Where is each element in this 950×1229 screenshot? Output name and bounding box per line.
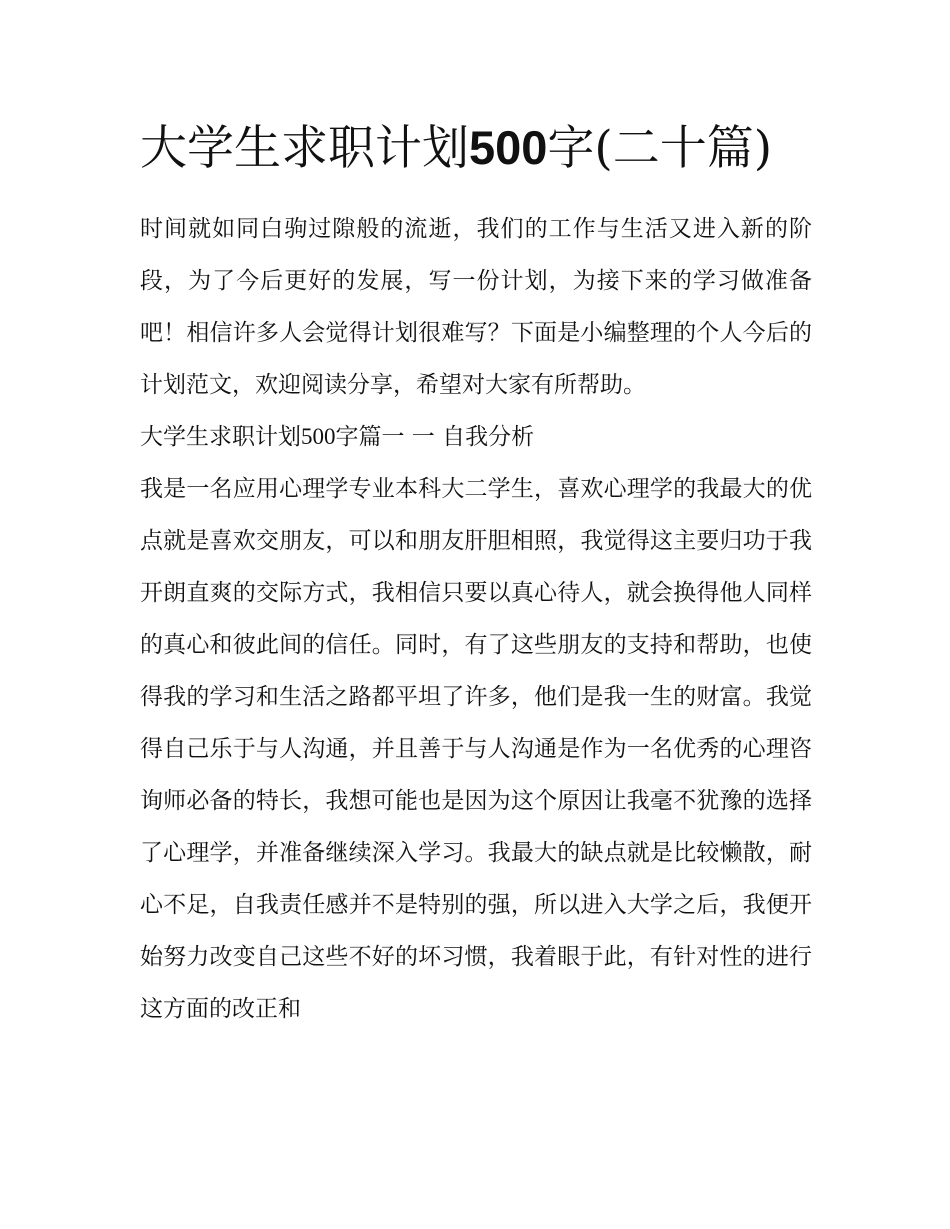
section-heading	[140, 411, 812, 463]
document-content	[140, 112, 812, 1035]
title-number: 500	[469, 121, 548, 174]
title-text-end: 字(二十篇)	[547, 121, 773, 176]
title-text-start: 大学生求职计划	[140, 121, 469, 176]
document-title	[140, 112, 812, 185]
section-heading-start: 大学生求职计划	[140, 424, 301, 450]
section-heading-end: 字篇一 一 自我分析	[335, 424, 535, 450]
intro-paragraph: 时间就如同白驹过隙般的流逝，我们的工作与生活又进入新的阶段，为了今后更好的发展，写一份计划，为接下来的学习做准备吧！相信许多人会觉得计划很难写？下面是小编整理的个人今后的计划范文，欢迎阅读分享，希望对大家有所帮助。	[140, 216, 812, 398]
body-paragraph: 我是一名应用心理学专业本科大二学生，喜欢心理学的我最大的优点就是喜欢交朋友，可以和朋友肝胆相照，我觉得这主要归功于我开朗直爽的交际方式，我相信只要以真心待人，就会换得他人同样的真心和彼此间的信任。同时，有了这些朋友的支持和帮助，也使得我的学习和生活之路都平坦了许多，他们是我一生的财富。我觉得自己乐于与人沟通，并且善于与人沟通是作为一名优秀的心理咨询师必备的特长，我想可能也是因为这个原因让我毫不犹豫的选择了心理学，并准备继续深入学习。我最大的缺点就是比较懒散，耐心不足，自我责任感并不是特别的强，所以进入大学之后，我便开始努力改变自己这些不好的坏习惯，我着眼于此，有针对性的进行这方面的改正和	[140, 476, 812, 1022]
section-heading-number: 500	[301, 424, 336, 449]
